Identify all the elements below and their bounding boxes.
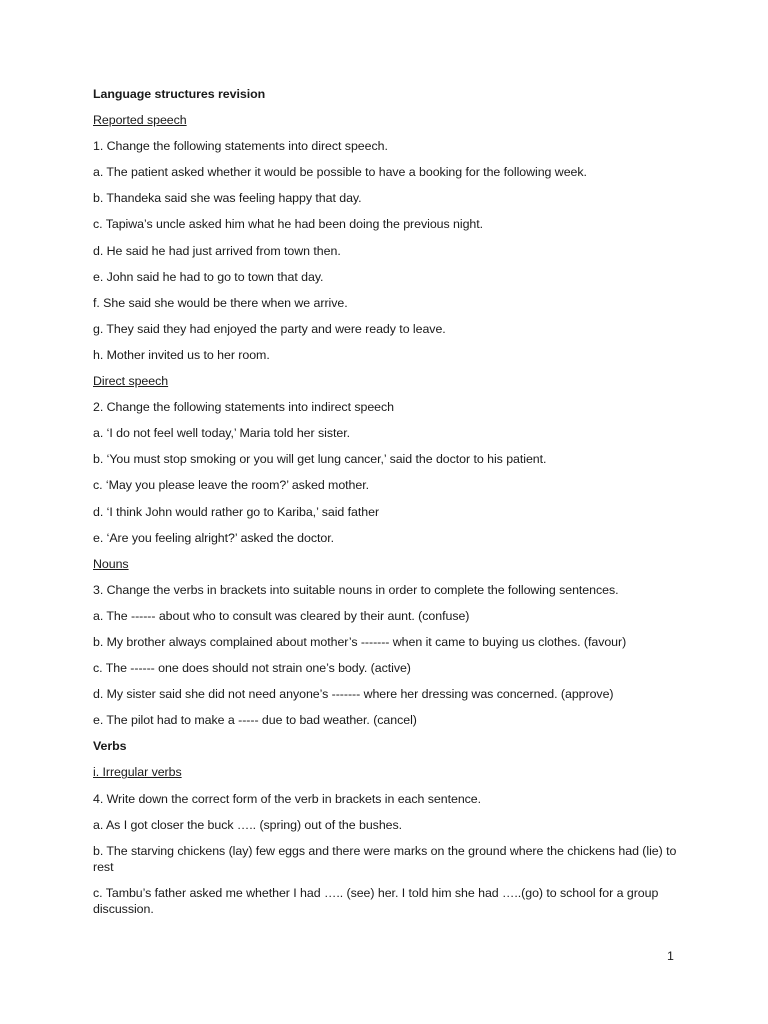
exercise-item: c. ‘May you please leave the room?’ asked mother. xyxy=(93,478,370,493)
exercise-item: f. She said she would be there when we arrive. xyxy=(93,295,348,310)
exercise-item: d. ‘I think John would rather go to Kariba,’ said father xyxy=(93,504,380,519)
exercise-item: e. John said he had to go to town that day. xyxy=(93,269,324,284)
exercise-item: a. The patient asked whether it would be possible to have a booking for the following week. xyxy=(93,165,587,180)
exercise-item: d. My sister said she did not need anyone’s ------- where her dressing was concerned. (approve) xyxy=(93,687,614,702)
section-heading-direct-speech: Direct speech xyxy=(93,374,169,389)
exercise-item: a. As I got closer the buck ….. (spring) out of the bushes. xyxy=(93,817,403,832)
section-heading-reported-speech: Reported speech xyxy=(93,113,187,128)
exercise-item: c. The ------ one does should not strain one’s body. (active) xyxy=(93,661,411,676)
instruction-3: 3. Change the verbs in brackets into suitable nouns in order to complete the following sentences. xyxy=(93,582,619,597)
exercise-item: c. Tapiwa’s uncle asked him what he had been doing the previous night. xyxy=(93,217,484,232)
instruction-4: 4. Write down the correct form of the verb in brackets in each sentence. xyxy=(93,791,482,806)
instruction-1: 1. Change the following statements into direct speech. xyxy=(93,139,388,154)
exercise-item: e. The pilot had to make a ----- due to bad weather. (cancel) xyxy=(93,713,417,728)
document-body xyxy=(93,86,683,927)
exercise-item: g. They said they had enjoyed the party and were ready to leave. xyxy=(93,321,446,336)
instruction-2: 2. Change the following statements into indirect speech xyxy=(93,400,395,415)
document-title: Language structures revision xyxy=(93,87,266,101)
exercise-item: b. My brother always complained about mother’s ------- when it came to buying us clothes. (favour) xyxy=(93,634,627,649)
exercise-item: c. Tambu’s father asked me whether I had ….. (see) her. I told him she had …..(go) to school for a group discussion. xyxy=(93,885,659,916)
exercise-item: a. The ------ about who to consult was cleared by their aunt. (confuse) xyxy=(93,608,470,623)
exercise-item: b. ‘You must stop smoking or you will get lung cancer,’ said the doctor to his patient. xyxy=(93,452,547,467)
section-heading-nouns: Nouns xyxy=(93,556,129,571)
page-number: 1 xyxy=(667,949,674,963)
subheading-irregular-verbs: i. Irregular verbs xyxy=(93,765,182,780)
section-heading-verbs: Verbs xyxy=(93,739,127,754)
exercise-item: a. ‘I do not feel well today,’ Maria told her sister. xyxy=(93,426,350,441)
exercise-item: d. He said he had just arrived from town then. xyxy=(93,243,341,258)
exercise-item: b. The starving chickens (lay) few eggs and there were marks on the ground where the chickens had (lie) to rest xyxy=(93,843,677,874)
exercise-item: h. Mother invited us to her room. xyxy=(93,347,270,362)
exercise-item: e. ‘Are you feeling alright?’ asked the doctor. xyxy=(93,530,335,545)
exercise-item: b. Thandeka said she was feeling happy that day. xyxy=(93,191,362,206)
